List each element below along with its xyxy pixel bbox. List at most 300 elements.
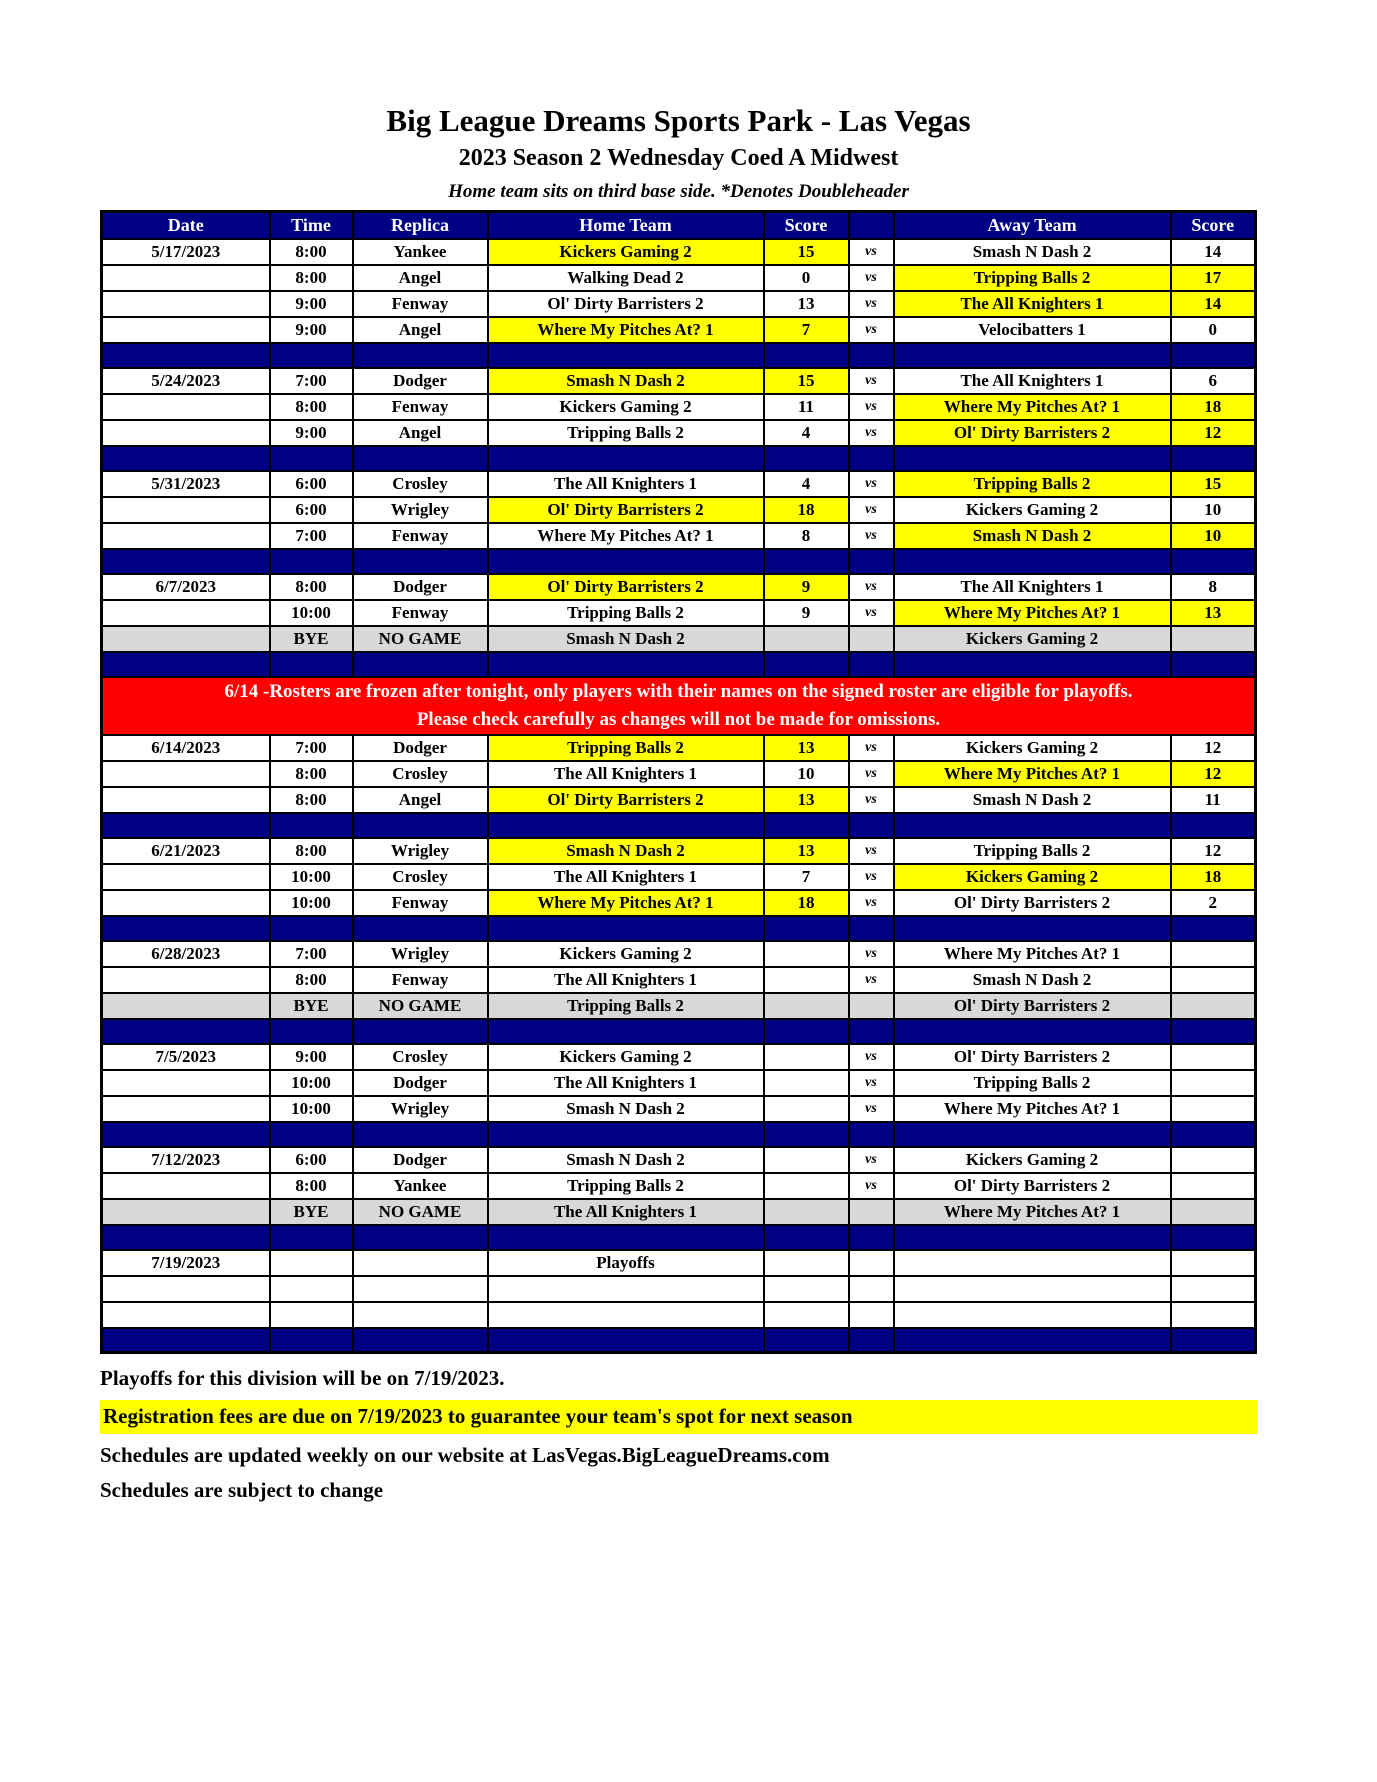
date-cell <box>102 317 270 343</box>
separator-row <box>102 916 1256 941</box>
replica-cell: Crosley <box>353 471 488 497</box>
playoffs-label-cell: Playoffs <box>488 1250 764 1276</box>
game-row <box>102 1173 1256 1199</box>
game-row <box>102 1070 1256 1096</box>
vs-cell: vs <box>849 420 894 446</box>
time-cell: 7:00 <box>270 368 353 394</box>
blank-cell <box>764 1019 849 1044</box>
blank-cell <box>764 1225 849 1250</box>
blank-cell <box>1171 1019 1256 1044</box>
away-team-cell: Where My Pitches At? 1 <box>894 761 1171 787</box>
away-score-cell: 2 <box>1171 890 1256 916</box>
home-score-cell: 11 <box>764 394 849 420</box>
date-cell: 6/21/2023 <box>102 838 270 864</box>
vs-cell <box>849 1199 894 1225</box>
blank-cell <box>488 1302 764 1328</box>
date-cell <box>102 1096 270 1122</box>
playoffs-row <box>102 1250 1256 1276</box>
time-cell: 8:00 <box>270 787 353 813</box>
away-score-cell <box>1171 1147 1256 1173</box>
blank-cell <box>849 1276 894 1302</box>
blank-cell <box>894 1019 1171 1044</box>
blank-cell <box>849 1250 894 1276</box>
date-cell <box>102 1173 270 1199</box>
vs-cell: vs <box>849 890 894 916</box>
vs-cell: vs <box>849 735 894 761</box>
date-cell: 5/31/2023 <box>102 471 270 497</box>
home-team-cell: The All Knighters 1 <box>488 1070 764 1096</box>
home-team-cell: Where My Pitches At? 1 <box>488 317 764 343</box>
blank-cell <box>764 1122 849 1147</box>
home-score-cell: 7 <box>764 317 849 343</box>
replica-cell: Wrigley <box>353 497 488 523</box>
game-row <box>102 761 1256 787</box>
footer-subject-to-change: Schedules are subject to change <box>100 1477 384 1502</box>
time-cell: 10:00 <box>270 864 353 890</box>
date-cell: 6/14/2023 <box>102 735 270 761</box>
away-score-cell <box>1171 993 1256 1019</box>
separator-row <box>102 549 1256 574</box>
away-team-cell: The All Knighters 1 <box>894 368 1171 394</box>
blank-cell <box>894 343 1171 368</box>
blank-cell <box>1171 1276 1256 1302</box>
away-score-cell: 10 <box>1171 523 1256 549</box>
home-team-cell: Smash N Dash 2 <box>488 838 764 864</box>
time-cell: 8:00 <box>270 838 353 864</box>
vs-cell: vs <box>849 574 894 600</box>
blank-cell <box>894 446 1171 471</box>
replica-cell: Angel <box>353 420 488 446</box>
home-score-cell: 13 <box>764 838 849 864</box>
game-row <box>102 420 1256 446</box>
away-score-cell <box>1171 1044 1256 1070</box>
away-team-cell: Kickers Gaming 2 <box>894 626 1171 652</box>
away-score-cell <box>1171 967 1256 993</box>
game-row <box>102 600 1256 626</box>
time-cell: 10:00 <box>270 1096 353 1122</box>
blank-cell <box>849 1225 894 1250</box>
away-score-cell <box>1171 1199 1256 1225</box>
schedule-table-body <box>102 212 1256 1353</box>
away-team-cell: Ol' Dirty Barristers 2 <box>894 890 1171 916</box>
away-score-cell: 17 <box>1171 265 1256 291</box>
game-row <box>102 890 1256 916</box>
vs-cell: vs <box>849 838 894 864</box>
date-cell <box>102 967 270 993</box>
away-team-cell: Ol' Dirty Barristers 2 <box>894 1044 1171 1070</box>
game-row <box>102 291 1256 317</box>
replica-cell: Crosley <box>353 1044 488 1070</box>
blank-cell <box>1171 652 1256 677</box>
time-cell: 8:00 <box>270 761 353 787</box>
blank-cell <box>102 343 270 368</box>
vs-cell: vs <box>849 265 894 291</box>
vs-cell: vs <box>849 368 894 394</box>
sheet-footer <box>100 1366 1257 1503</box>
date-cell: 6/28/2023 <box>102 941 270 967</box>
home-team-cell: Ol' Dirty Barristers 2 <box>488 574 764 600</box>
date-cell <box>102 787 270 813</box>
date-cell: 7/5/2023 <box>102 1044 270 1070</box>
vs-cell: vs <box>849 239 894 265</box>
vs-cell: vs <box>849 1044 894 1070</box>
home-team-cell: The All Knighters 1 <box>488 1199 764 1225</box>
replica-cell: Wrigley <box>353 1096 488 1122</box>
date-cell: 5/24/2023 <box>102 368 270 394</box>
blank-cell <box>488 813 764 838</box>
blank-cell <box>1171 549 1256 574</box>
blank-cell <box>1171 1225 1256 1250</box>
blank-cell <box>894 549 1171 574</box>
home-team-cell: Ol' Dirty Barristers 2 <box>488 291 764 317</box>
footer-playoffs-date: Playoffs for this division will be on 7/19/2023. <box>100 1366 505 1391</box>
home-team-cell: The All Knighters 1 <box>488 864 764 890</box>
game-row <box>102 735 1256 761</box>
home-team-cell: Where My Pitches At? 1 <box>488 523 764 549</box>
blank-cell <box>849 1328 894 1353</box>
home-team-cell: Ol' Dirty Barristers 2 <box>488 497 764 523</box>
home-team-cell: Kickers Gaming 2 <box>488 394 764 420</box>
blank-cell <box>488 1328 764 1353</box>
away-team-cell: Tripping Balls 2 <box>894 471 1171 497</box>
blank-cell <box>270 1302 353 1328</box>
time-cell: 6:00 <box>270 471 353 497</box>
roster-notice-line1: 6/14 -Rosters are frozen after tonight, only players with their names on the signed roster are eligible for playoffs. <box>224 681 1133 703</box>
sheet-heading <box>100 0 1257 203</box>
blank-cell <box>102 813 270 838</box>
blank-cell <box>102 652 270 677</box>
blank-cell <box>488 1276 764 1302</box>
blank-cell <box>102 446 270 471</box>
away-team-cell: Ol' Dirty Barristers 2 <box>894 993 1171 1019</box>
blank-cell <box>764 1276 849 1302</box>
blank-cell <box>1171 813 1256 838</box>
vs-cell: vs <box>849 394 894 420</box>
date-cell <box>102 394 270 420</box>
away-team-cell: Where My Pitches At? 1 <box>894 1096 1171 1122</box>
vs-cell: vs <box>849 291 894 317</box>
time-cell: 10:00 <box>270 600 353 626</box>
blank-cell <box>849 916 894 941</box>
home-score-cell <box>764 1199 849 1225</box>
home-team-cell: Smash N Dash 2 <box>488 368 764 394</box>
blank-cell <box>894 1250 1171 1276</box>
home-score-cell: 13 <box>764 787 849 813</box>
replica-cell: Fenway <box>353 890 488 916</box>
blank-cell <box>849 343 894 368</box>
col-header-date: Date <box>102 212 270 239</box>
blank-cell <box>894 1302 1171 1328</box>
home-team-cell: Tripping Balls 2 <box>488 420 764 446</box>
vs-cell: vs <box>849 317 894 343</box>
blank-cell <box>849 1302 894 1328</box>
vs-cell: vs <box>849 761 894 787</box>
time-cell: 8:00 <box>270 967 353 993</box>
blank-cell <box>849 813 894 838</box>
away-team-cell: Kickers Gaming 2 <box>894 497 1171 523</box>
roster-notice-line2: Please check carefully as changes will not be made for omissions. <box>416 708 941 730</box>
time-cell: 9:00 <box>270 420 353 446</box>
away-score-cell: 6 <box>1171 368 1256 394</box>
blank-cell <box>764 343 849 368</box>
blank-cell <box>488 652 764 677</box>
home-team-cell: Kickers Gaming 2 <box>488 941 764 967</box>
date-cell <box>102 761 270 787</box>
blank-cell <box>849 446 894 471</box>
time-cell: 8:00 <box>270 574 353 600</box>
empty-row <box>102 1276 1256 1302</box>
blank-cell <box>270 1328 353 1353</box>
blank-cell <box>102 1225 270 1250</box>
date-cell <box>102 600 270 626</box>
game-row <box>102 317 1256 343</box>
separator-row <box>102 652 1256 677</box>
blank-cell <box>353 652 488 677</box>
home-score-cell <box>764 1173 849 1199</box>
home-score-cell: 9 <box>764 574 849 600</box>
blank-cell <box>894 1276 1171 1302</box>
away-score-cell: 18 <box>1171 864 1256 890</box>
blank-cell <box>894 1225 1171 1250</box>
vs-cell: vs <box>849 864 894 890</box>
schedule-table <box>100 210 1257 1354</box>
home-team-cell: Tripping Balls 2 <box>488 993 764 1019</box>
away-team-cell: Kickers Gaming 2 <box>894 735 1171 761</box>
blank-cell <box>764 652 849 677</box>
blank-cell <box>270 1250 353 1276</box>
away-score-cell: 0 <box>1171 317 1256 343</box>
replica-cell: Fenway <box>353 291 488 317</box>
game-row <box>102 368 1256 394</box>
game-row <box>102 941 1256 967</box>
blank-cell <box>1171 1122 1256 1147</box>
home-score-cell: 13 <box>764 291 849 317</box>
game-row <box>102 787 1256 813</box>
blank-cell <box>1171 1328 1256 1353</box>
away-team-cell: Tripping Balls 2 <box>894 838 1171 864</box>
blank-cell <box>894 1328 1171 1353</box>
blank-cell <box>894 813 1171 838</box>
blank-cell <box>353 549 488 574</box>
blank-cell <box>353 1122 488 1147</box>
time-cell: 7:00 <box>270 941 353 967</box>
blank-cell <box>353 1328 488 1353</box>
away-team-cell: Smash N Dash 2 <box>894 523 1171 549</box>
blank-cell <box>488 549 764 574</box>
blank-cell <box>764 1250 849 1276</box>
away-team-cell: The All Knighters 1 <box>894 574 1171 600</box>
vs-cell: vs <box>849 1070 894 1096</box>
replica-cell: Angel <box>353 265 488 291</box>
blank-cell <box>102 1019 270 1044</box>
bye-row <box>102 993 1256 1019</box>
vs-cell: vs <box>849 1096 894 1122</box>
col-header-replica: Replica <box>353 212 488 239</box>
date-cell <box>102 265 270 291</box>
home-team-cell: The All Knighters 1 <box>488 471 764 497</box>
date-cell <box>102 864 270 890</box>
date-cell <box>102 1070 270 1096</box>
home-score-cell: 15 <box>764 239 849 265</box>
away-score-cell <box>1171 1096 1256 1122</box>
away-team-cell: Smash N Dash 2 <box>894 239 1171 265</box>
blank-cell <box>849 1019 894 1044</box>
blank-cell <box>488 343 764 368</box>
bye-row <box>102 1199 1256 1225</box>
separator-row <box>102 343 1256 368</box>
vs-cell: vs <box>849 967 894 993</box>
col-header-home-score: Score <box>764 212 849 239</box>
date-cell <box>102 523 270 549</box>
away-score-cell: 14 <box>1171 239 1256 265</box>
home-team-cell: Where My Pitches At? 1 <box>488 890 764 916</box>
blank-cell <box>102 916 270 941</box>
blank-cell <box>270 813 353 838</box>
away-team-cell: Ol' Dirty Barristers 2 <box>894 420 1171 446</box>
blank-cell <box>764 549 849 574</box>
away-score-cell <box>1171 1173 1256 1199</box>
blank-cell <box>102 1276 270 1302</box>
home-score-cell: 7 <box>764 864 849 890</box>
away-score-cell: 12 <box>1171 838 1256 864</box>
away-team-cell: Ol' Dirty Barristers 2 <box>894 1173 1171 1199</box>
blank-cell <box>102 549 270 574</box>
home-score-cell: 9 <box>764 600 849 626</box>
blank-cell <box>1171 916 1256 941</box>
game-row <box>102 574 1256 600</box>
col-header-home-team: Home Team <box>488 212 764 239</box>
home-score-cell <box>764 967 849 993</box>
home-team-cell: The All Knighters 1 <box>488 761 764 787</box>
footer-registration-notice: Registration fees are due on 7/19/2023 to guarantee your team's spot for next season <box>100 1400 1257 1434</box>
blank-cell <box>102 1122 270 1147</box>
time-cell: 8:00 <box>270 1173 353 1199</box>
blank-cell <box>270 652 353 677</box>
vs-cell: vs <box>849 941 894 967</box>
blank-cell <box>488 446 764 471</box>
time-cell: BYE <box>270 993 353 1019</box>
away-score-cell: 18 <box>1171 394 1256 420</box>
time-cell: BYE <box>270 1199 353 1225</box>
away-team-cell: Velocibatters 1 <box>894 317 1171 343</box>
home-score-cell: 10 <box>764 761 849 787</box>
date-cell <box>102 626 270 652</box>
time-cell: 9:00 <box>270 291 353 317</box>
home-score-cell: 4 <box>764 420 849 446</box>
time-cell: 8:00 <box>270 265 353 291</box>
away-team-cell: Kickers Gaming 2 <box>894 864 1171 890</box>
blank-cell <box>102 1328 270 1353</box>
blank-cell <box>849 549 894 574</box>
away-team-cell: Smash N Dash 2 <box>894 787 1171 813</box>
vs-cell: vs <box>849 471 894 497</box>
blank-cell <box>270 1019 353 1044</box>
away-score-cell <box>1171 941 1256 967</box>
replica-cell: Yankee <box>353 1173 488 1199</box>
replica-cell: Dodger <box>353 1147 488 1173</box>
date-cell <box>102 993 270 1019</box>
blank-cell <box>764 1302 849 1328</box>
time-cell: 10:00 <box>270 1070 353 1096</box>
time-cell: 6:00 <box>270 1147 353 1173</box>
home-score-cell: 0 <box>764 265 849 291</box>
blank-cell <box>764 916 849 941</box>
game-row <box>102 239 1256 265</box>
blank-cell <box>353 1019 488 1044</box>
away-score-cell: 12 <box>1171 761 1256 787</box>
blank-cell <box>894 652 1171 677</box>
away-team-cell: Where My Pitches At? 1 <box>894 600 1171 626</box>
replica-cell: Dodger <box>353 368 488 394</box>
table-header-row <box>102 212 1256 239</box>
blank-cell <box>102 1302 270 1328</box>
col-header-away-score: Score <box>1171 212 1256 239</box>
roster-notice-row <box>102 677 1256 735</box>
time-cell: 6:00 <box>270 497 353 523</box>
time-cell: BYE <box>270 626 353 652</box>
home-team-cell: Tripping Balls 2 <box>488 1173 764 1199</box>
away-team-cell: Tripping Balls 2 <box>894 265 1171 291</box>
time-cell: 9:00 <box>270 1044 353 1070</box>
blank-cell <box>270 1225 353 1250</box>
home-team-note: Home team sits on third base side. *Denotes Doubleheader <box>448 181 909 203</box>
home-team-cell: Kickers Gaming 2 <box>488 1044 764 1070</box>
blank-cell <box>1171 1302 1256 1328</box>
replica-cell: Dodger <box>353 574 488 600</box>
separator-row <box>102 1225 1256 1250</box>
blank-cell <box>894 916 1171 941</box>
home-score-cell <box>764 1096 849 1122</box>
game-row <box>102 1096 1256 1122</box>
date-cell <box>102 291 270 317</box>
blank-cell <box>353 1225 488 1250</box>
date-cell: 5/17/2023 <box>102 239 270 265</box>
replica-cell: Dodger <box>353 1070 488 1096</box>
blank-cell <box>488 1122 764 1147</box>
replica-cell: NO GAME <box>353 1199 488 1225</box>
blank-cell <box>353 813 488 838</box>
vs-cell <box>849 993 894 1019</box>
replica-cell: NO GAME <box>353 993 488 1019</box>
blank-cell <box>894 1122 1171 1147</box>
away-team-cell: Where My Pitches At? 1 <box>894 394 1171 420</box>
game-row <box>102 471 1256 497</box>
away-score-cell: 10 <box>1171 497 1256 523</box>
home-team-cell: Kickers Gaming 2 <box>488 239 764 265</box>
blank-cell <box>353 343 488 368</box>
away-team-cell: The All Knighters 1 <box>894 291 1171 317</box>
home-team-cell: The All Knighters 1 <box>488 967 764 993</box>
blank-cell <box>353 1250 488 1276</box>
game-row <box>102 864 1256 890</box>
home-score-cell: 4 <box>764 471 849 497</box>
away-team-cell: Where My Pitches At? 1 <box>894 1199 1171 1225</box>
vs-cell: vs <box>849 1173 894 1199</box>
game-row <box>102 967 1256 993</box>
game-row <box>102 394 1256 420</box>
playoffs-date-cell: 7/19/2023 <box>102 1250 270 1276</box>
game-row <box>102 1044 1256 1070</box>
date-cell <box>102 497 270 523</box>
time-cell: 8:00 <box>270 239 353 265</box>
replica-cell: Fenway <box>353 600 488 626</box>
time-cell: 7:00 <box>270 735 353 761</box>
blank-cell <box>270 549 353 574</box>
time-cell: 10:00 <box>270 890 353 916</box>
table-bottom-bar <box>102 1328 1256 1353</box>
home-team-cell: Tripping Balls 2 <box>488 600 764 626</box>
replica-cell: Fenway <box>353 394 488 420</box>
